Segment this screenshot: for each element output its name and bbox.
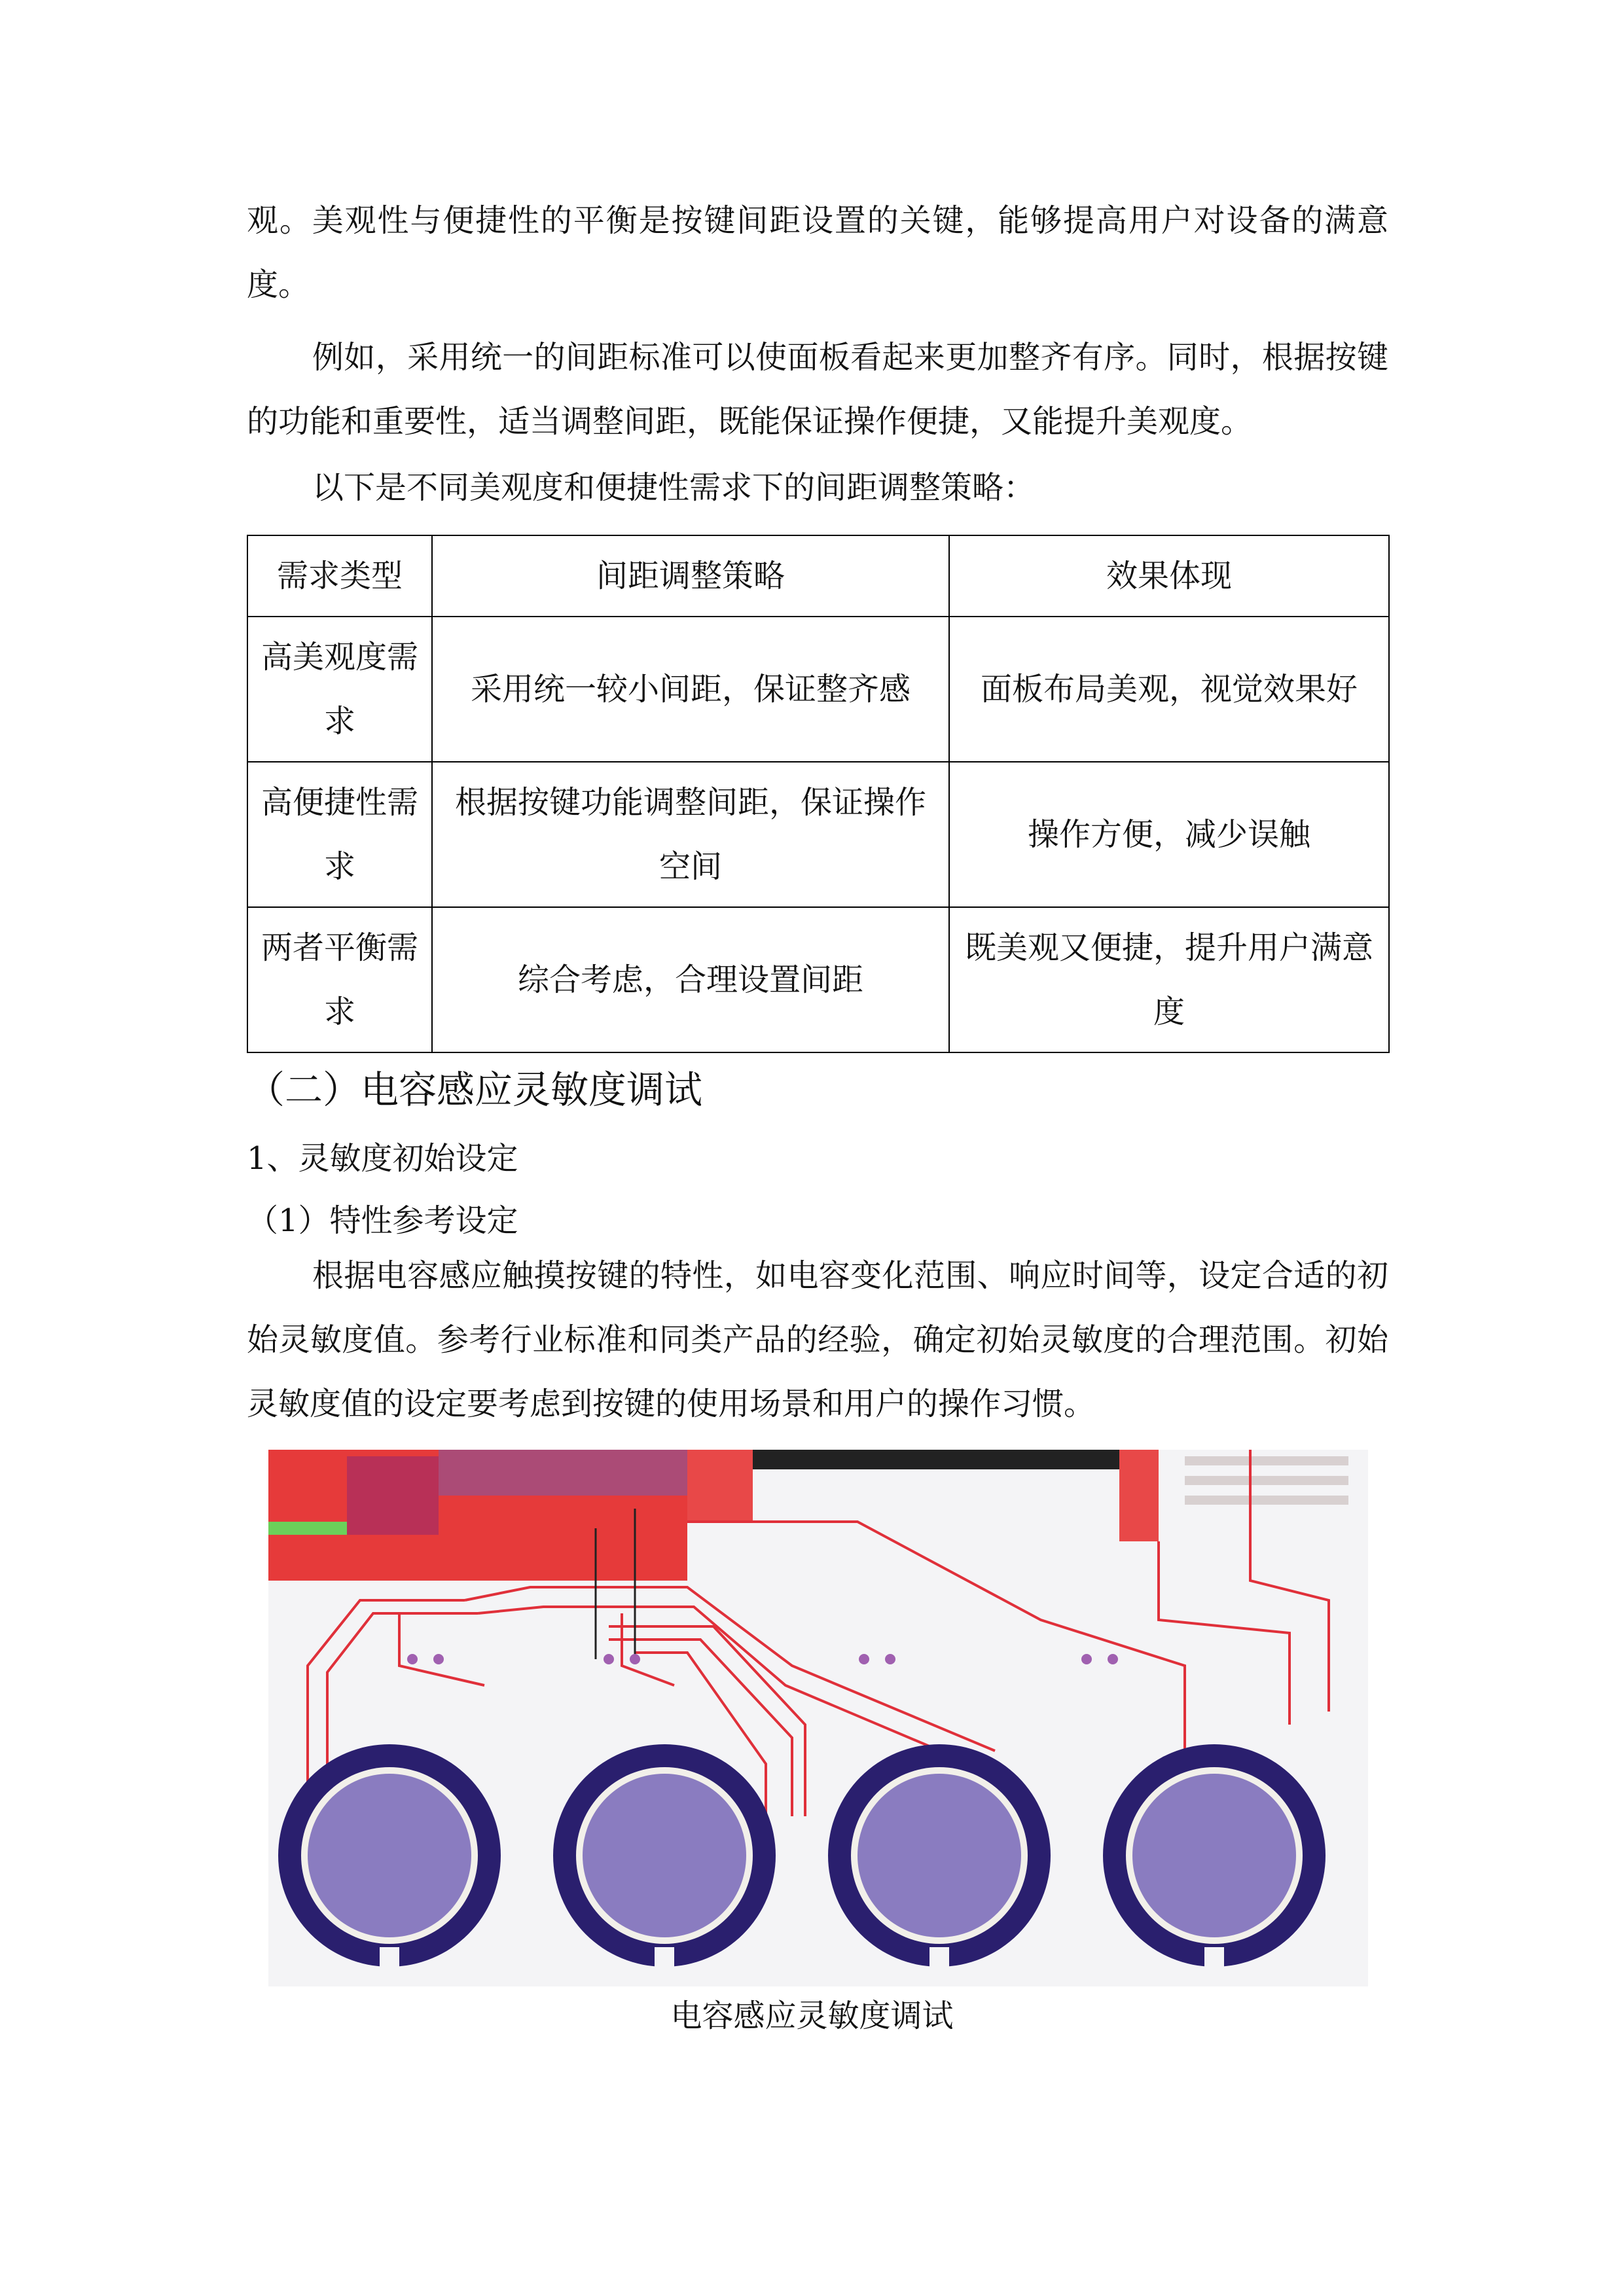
table-row	[247, 617, 1389, 762]
table-cell: 高美观度需求	[247, 617, 432, 762]
table-cell: 高便捷性需求	[247, 762, 432, 907]
table-cell: 根据按键功能调整间距，保证操作空间	[432, 762, 949, 907]
strategy-table	[247, 535, 1390, 1053]
paragraph-sensitivity: 根据电容感应触摸按键的特性，如电容变化范围、响应时间等，设定合适的初始灵敏度值。参考行业标准和同类产品的经验，确定初始灵敏度的合理范围。初始灵敏度值的设定要考虑到按键的使用场景和用户的操作习惯。	[247, 1257, 1388, 1422]
subsubsection-heading: （1）特性参考设定	[247, 1202, 518, 1239]
table-cell: 操作方便，减少误触	[949, 762, 1389, 907]
subsection-heading: 1、灵敏度初始设定	[247, 1140, 518, 1177]
table-cell: 采用统一较小间距，保证整齐感	[432, 617, 949, 762]
table-header-row	[247, 535, 1389, 617]
paragraph-table-intro: 以下是不同美观度和便捷性需求下的间距调整策略：	[312, 469, 1036, 506]
connector-header	[753, 1450, 1119, 1469]
table-cell: 既美观又便捷，提升用户满意度	[949, 907, 1389, 1052]
pcb-layout-image	[268, 1450, 1368, 1986]
table-header-cell: 效果体现	[949, 535, 1389, 617]
paragraph-continuation: 观。美观性与便捷性的平衡是按键间距设置的关键，能够提高用户对设备的满意度。	[247, 202, 1388, 303]
paragraph-example: 例如，采用统一的间距标准可以使面板看起来更加整齐有序。同时，根据按键的功能和重要性，适当调整间距，既能保证操作便捷，又能提升美观度。	[247, 339, 1388, 440]
table-cell: 面板布局美观，视觉效果好	[949, 617, 1389, 762]
pcb-figure	[268, 1450, 1368, 1986]
figure-caption: 电容感应灵敏度调试	[670, 1998, 954, 2034]
table-row	[247, 907, 1389, 1052]
table-header-cell: 需求类型	[247, 535, 432, 617]
section-heading: （二）电容感应灵敏度调试	[247, 1067, 703, 1112]
table-row	[247, 762, 1389, 907]
table-cell: 综合考虑，合理设置间距	[432, 907, 949, 1052]
table-cell: 两者平衡需求	[247, 907, 432, 1052]
table-header-cell: 间距调整策略	[432, 535, 949, 617]
